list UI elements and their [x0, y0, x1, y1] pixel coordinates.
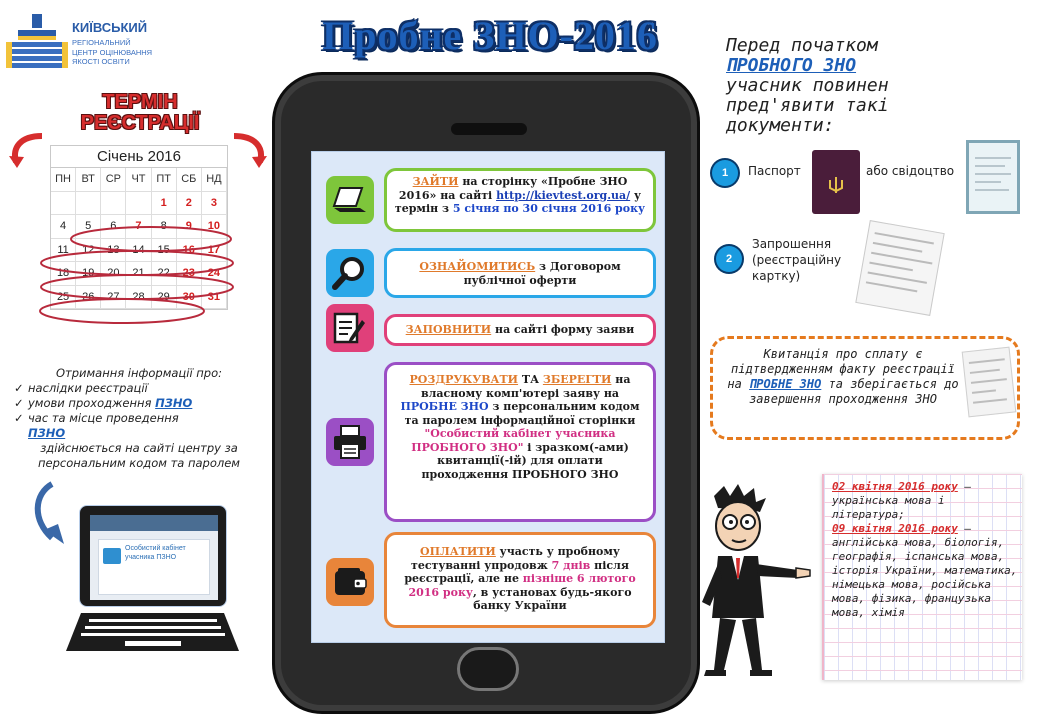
calendar-weekday: СР	[101, 168, 126, 192]
requirements-block	[726, 36, 926, 136]
calendar-day: 23	[177, 262, 202, 286]
exam-date: 02 квітня 2016 року	[832, 480, 958, 493]
info-block	[14, 366, 264, 471]
step-icon-box	[326, 304, 374, 352]
laptop-screen	[79, 505, 227, 607]
kievtest-link[interactable]: http://kievtest.org.ua/	[496, 188, 631, 202]
step-highlight: ПРОБНЕ ЗНО	[400, 400, 489, 413]
calendar-day	[126, 192, 151, 216]
calendar-day: 17	[202, 239, 227, 263]
phone-frame	[272, 72, 700, 714]
calendar-day: 28	[126, 286, 151, 310]
invitation-label: Запрошення (реєстраційну картку)	[752, 237, 842, 283]
site-header-band	[90, 515, 218, 531]
calendar-day: 16	[177, 239, 202, 263]
calendar-day: 27	[101, 286, 126, 310]
step-keyword: ЗБЕРЕГТИ	[542, 373, 612, 386]
logo-title: КИЇВСЬКИЙ	[72, 20, 148, 35]
laptop-keyboard-icon	[65, 611, 240, 655]
document-number-badge: 1	[712, 160, 738, 186]
logo-emblem-icon	[6, 12, 68, 74]
exam-schedule-note	[822, 474, 1022, 680]
calendar-day: 24	[202, 262, 227, 286]
calendar-weekday: ЧТ	[126, 168, 151, 192]
calendar-day: 5	[76, 215, 101, 239]
registration-heading-line: ТЕРМІН	[102, 91, 178, 113]
step-highlight: 7 днів	[551, 558, 591, 572]
logo-subtitle-line: ЦЕНТР ОЦІНЮВАННЯ	[72, 47, 153, 57]
personal-cabinet-tile[interactable]	[98, 539, 210, 595]
certificate-image	[966, 140, 1020, 214]
calendar-weekday: ВТ	[76, 168, 101, 192]
step-text: у термін з	[394, 188, 642, 215]
calendar-day: 12	[76, 239, 101, 263]
doc-line	[975, 189, 1009, 191]
step-text: і зразком(-ами) квитанції(-ій) для оплати проходження ПРОБНОГО ЗНО	[421, 440, 629, 481]
list-item-text: наслідки реєстрації	[28, 381, 148, 395]
step-keyword: ЗАЙТИ	[412, 175, 459, 188]
receipt-text	[727, 347, 959, 407]
calendar-day	[76, 192, 101, 216]
step-text-box	[384, 248, 656, 298]
wallet-icon	[332, 564, 368, 600]
requirements-highlight: ПРОБНОГО ЗНО	[726, 55, 857, 76]
doc-line	[868, 271, 927, 283]
step-text: на сторінку «Пробне ЗНО 2016» на сайті	[398, 175, 628, 202]
calendar-day: 19	[76, 262, 101, 286]
step-keyword: РОЗДРУКУВАТИ	[409, 373, 519, 386]
calendar-day: 1	[152, 192, 177, 216]
step-text-box	[384, 532, 656, 628]
step-icon-box	[326, 558, 374, 606]
step-icon-box	[326, 418, 374, 466]
step-text: з Договором публічної оферти	[463, 260, 621, 287]
phone-speaker	[451, 123, 527, 135]
doc-line	[975, 181, 1001, 183]
calendar-day: 2	[177, 192, 202, 216]
calendar-weekday: НД	[202, 168, 227, 192]
step-keyword: ОЗНАЙОМИТИСЬ	[419, 260, 536, 273]
step-text: участь у пробному тестуванні упродовж	[411, 545, 620, 572]
form-icon	[332, 310, 368, 346]
calendar-weekday: СБ	[177, 168, 202, 192]
doc-line	[873, 242, 923, 253]
passport-label: Паспорт	[748, 164, 801, 178]
step-text-box	[384, 314, 656, 346]
info-footer: здійснюється на сайті центру за персональним кодом та паролем	[38, 441, 240, 470]
calendar-day: 11	[51, 239, 76, 263]
calendar-day: 9	[177, 215, 202, 239]
personal-cabinet-label: Особистий кабінет учасника ПЗНО	[125, 545, 186, 561]
registration-heading-line: РЕЄСТРАЦІЇ	[80, 112, 200, 134]
step-text: на сайті форму заяви	[491, 323, 635, 336]
exam-date: 09 квітня 2016 року	[832, 522, 958, 535]
list-item	[14, 396, 264, 411]
doc-line	[975, 165, 1005, 167]
cabinet-icon	[103, 548, 121, 564]
receipt-text-part: Квитанція про сплату є підтвердженням факту реєстрації на	[727, 347, 955, 391]
step-visit-site	[312, 168, 666, 232]
step-icon-box	[326, 249, 374, 297]
registration-dates: 5 січня по 30 січня 2016 року	[452, 202, 646, 215]
phone-screen	[311, 151, 665, 643]
calendar-day: 13	[101, 239, 126, 263]
kryoko-logo	[6, 12, 156, 82]
calendar	[50, 145, 228, 310]
calendar-day: 18	[51, 262, 76, 286]
pointing-man-illustration	[692, 484, 822, 680]
calendar-day: 30	[177, 286, 202, 310]
calendar-day: 8	[152, 215, 177, 239]
doc-line	[866, 281, 918, 292]
doc-line	[875, 232, 934, 244]
step-print-save	[312, 362, 666, 522]
doc-line	[973, 398, 1007, 404]
doc-line	[971, 378, 1007, 384]
list-item-text: умови проходження	[28, 396, 156, 410]
step-keyword: ОПЛАТИТИ	[420, 545, 496, 558]
calendar-weekday: ПН	[51, 168, 76, 192]
step-text-box	[384, 362, 656, 522]
logo-subtitle	[72, 38, 157, 67]
calendar-grid	[51, 168, 227, 309]
step-keyword: ЗАПОВНИТИ	[405, 323, 492, 336]
list-item	[14, 411, 264, 441]
calendar-day: 7	[126, 215, 151, 239]
magnifier-icon	[332, 255, 368, 291]
printer-icon	[332, 424, 368, 460]
registration-heading	[70, 92, 210, 134]
curved-arrow-right-icon	[228, 130, 268, 170]
laptop-illustration	[65, 505, 240, 655]
step-text: , в установах будь-якого банку України	[472, 585, 632, 612]
laptop-icon	[332, 182, 368, 218]
calendar-day: 6	[101, 215, 126, 239]
receipt-image	[962, 347, 1017, 418]
step-read-offer	[312, 248, 666, 298]
pzno-link[interactable]: ПЗНО	[28, 426, 66, 440]
calendar-day: 4	[51, 215, 76, 239]
requirements-text: Перед початком	[726, 35, 878, 56]
doc-line	[975, 157, 1011, 159]
step-pay	[312, 532, 666, 628]
page-title: Пробне ЗНО-2016	[322, 13, 658, 58]
doc-line	[972, 389, 996, 393]
pzno-link[interactable]: ПЗНО	[155, 396, 193, 410]
trident-icon	[827, 176, 845, 194]
calendar-day: 20	[101, 262, 126, 286]
step-fill-form	[312, 302, 666, 354]
calendar-weekday: ПТ	[152, 168, 177, 192]
exam-subjects: – українська мова і література;	[832, 480, 972, 521]
calendar-day: 31	[202, 286, 227, 310]
info-heading: Отримання інформації про:	[55, 366, 223, 380]
calendar-day: 15	[152, 239, 177, 263]
calendar-day	[101, 192, 126, 216]
doc-line	[970, 369, 1000, 374]
exam-subjects: – англійська мова, біологія, географія, іспанська мова, історія України, математика, німецька мова, російська мова, фізика, французька мова, хімія	[832, 522, 1018, 619]
schedule-text	[832, 480, 1018, 620]
step-text: ТА	[518, 373, 543, 386]
logo-subtitle-line: ЯКОСТІ ОСВІТИ	[72, 57, 130, 66]
calendar-day: 29	[152, 286, 177, 310]
calendar-day: 3	[202, 192, 227, 216]
passport-image	[812, 150, 860, 214]
curved-arrow-left-icon	[8, 130, 48, 170]
step-text: на власному комп'ютері заяву на	[420, 373, 631, 400]
info-list	[14, 381, 264, 441]
list-item	[14, 381, 264, 396]
invitation-image	[855, 220, 944, 316]
step-text: після реєстрації, але не	[404, 558, 629, 585]
receipt-highlight: ПРОБНЕ ЗНО	[749, 377, 822, 391]
calendar-day	[51, 192, 76, 216]
calendar-day: 14	[126, 239, 151, 263]
calendar-day: 21	[126, 262, 151, 286]
laptop-screen-content	[90, 515, 218, 600]
doc-line	[975, 173, 1011, 175]
list-item-text: час та місце проведення	[28, 411, 179, 425]
calendar-day: 10	[202, 215, 227, 239]
calendar-day: 26	[76, 286, 101, 310]
requirements-text: учасник повинен пред'явити такі документи:	[726, 75, 889, 136]
step-highlight: пізніше 6 лютого 2016 року	[408, 572, 636, 599]
logo-subtitle-line: РЕГІОНАЛЬНИЙ	[72, 38, 131, 47]
calendar-day: 22	[152, 262, 177, 286]
doc-line	[969, 358, 1005, 364]
calendar-day: 25	[51, 286, 76, 310]
receipt-text-part: та зберігається до завершення проходження ЗНО	[749, 377, 959, 406]
step-highlight: "Особистий кабінет учасника ПРОБНОГО ЗНО"	[411, 427, 616, 454]
calendar-month: Січень 2016	[51, 146, 227, 168]
certificate-label: або свідоцтво	[866, 164, 955, 178]
step-icon-box	[326, 176, 374, 224]
doc-line	[869, 262, 913, 272]
phone-home-button	[457, 647, 519, 691]
step-text: з персональним кодом та паролем інформаційної сторінки	[404, 400, 640, 427]
step-text-box	[384, 168, 656, 232]
receipt-block	[710, 336, 1020, 440]
document-number-badge: 2	[716, 246, 742, 272]
